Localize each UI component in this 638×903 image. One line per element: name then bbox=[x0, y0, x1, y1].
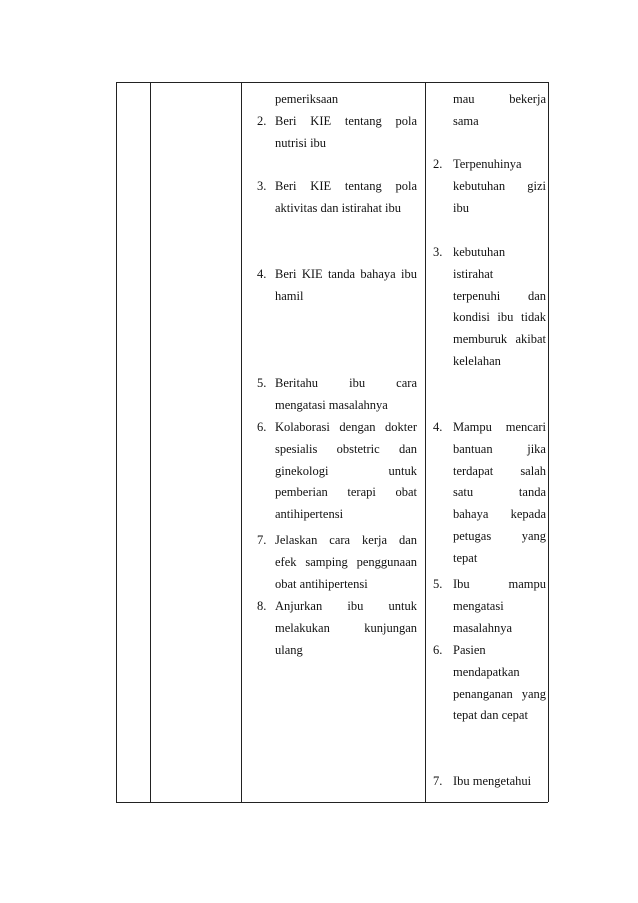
item-text-line: Terpenuhinya bbox=[453, 157, 522, 171]
item-number: 5. bbox=[433, 577, 443, 591]
list-item bbox=[257, 596, 417, 661]
item-number: 2. bbox=[257, 114, 267, 128]
item-text-line: efek samping penggunaan bbox=[275, 554, 417, 569]
item-text-line: Beri KIE tentang pola bbox=[275, 114, 417, 128]
item-number: 7. bbox=[433, 774, 443, 788]
item-text-line: tepat dan cepat bbox=[453, 708, 528, 723]
item-text-line: memburuk akibat bbox=[453, 332, 546, 347]
item-text-line: obat antihipertensi bbox=[275, 576, 368, 591]
table-col-border bbox=[425, 82, 426, 802]
item-text-line: kebutuhan bbox=[453, 245, 506, 259]
table-bottom-border bbox=[116, 802, 548, 803]
list-item bbox=[433, 242, 546, 373]
list-item bbox=[433, 154, 546, 219]
item-text-line: ginekologi untuk bbox=[275, 463, 417, 478]
list-item bbox=[433, 574, 546, 639]
item-text-line: pemberian terapi obat bbox=[275, 485, 417, 500]
item-text-line: mengatasi masalahnya bbox=[275, 397, 388, 412]
item-text-line: Beri KIE tentang pola bbox=[275, 179, 417, 193]
item-number: 8. bbox=[257, 599, 267, 613]
item-number: 6. bbox=[257, 420, 267, 434]
item-text-line: ulang bbox=[275, 642, 303, 657]
table-col-border bbox=[241, 82, 242, 802]
item-text-line: mau bekerja bbox=[453, 92, 546, 106]
item-text-line: Jelaskan cara kerja dan bbox=[275, 533, 417, 547]
list-item bbox=[433, 417, 546, 570]
item-text-line: terdapat salah bbox=[453, 463, 546, 478]
item-text-line: nutrisi ibu bbox=[275, 135, 327, 150]
item-number: 4. bbox=[433, 420, 443, 434]
item-text-line: Beritahu ibu cara bbox=[275, 376, 417, 390]
item-text-line: satu tanda bbox=[453, 485, 546, 500]
item-number: 5. bbox=[257, 376, 267, 390]
item-text-line: pemeriksaan bbox=[275, 92, 339, 106]
item-text-line: bantuan jika bbox=[453, 441, 546, 456]
list-item-continued bbox=[433, 89, 546, 133]
list-item bbox=[257, 111, 417, 155]
item-text-line: sama bbox=[453, 113, 479, 128]
item-text-line: hamil bbox=[275, 288, 304, 303]
item-number: 7. bbox=[257, 533, 267, 547]
list-item bbox=[257, 176, 417, 220]
item-text-line: Ibu mampu bbox=[453, 577, 546, 591]
item-text-line: kelelahan bbox=[453, 353, 501, 368]
item-text-line: kebutuhan gizi bbox=[453, 178, 546, 193]
table-col-border bbox=[150, 82, 151, 802]
item-text-line: bahaya kepada bbox=[453, 507, 546, 522]
item-text-line: mendapatkan bbox=[453, 664, 520, 679]
table-top-border bbox=[116, 82, 548, 83]
list-item bbox=[257, 530, 417, 595]
item-text-line: kondisi ibu tidak bbox=[453, 310, 546, 325]
list-item bbox=[257, 264, 417, 308]
list-item bbox=[257, 417, 417, 526]
item-text-line: Kolaborasi dengan dokter bbox=[275, 420, 417, 434]
item-text-line: petugas yang bbox=[453, 528, 546, 543]
item-text-line: penanganan yang bbox=[453, 686, 546, 701]
item-text-line: terpenuhi dan bbox=[453, 288, 546, 303]
item-text-line: aktivitas dan istirahat ibu bbox=[275, 200, 402, 215]
item-text-line: mengatasi bbox=[453, 598, 504, 613]
item-text-line: melakukan kunjungan bbox=[275, 620, 417, 635]
item-number: 3. bbox=[433, 245, 443, 259]
list-item bbox=[257, 373, 417, 417]
item-text-line: ibu bbox=[453, 200, 469, 215]
table-col-border bbox=[116, 82, 117, 802]
list-item bbox=[433, 771, 546, 793]
list-item bbox=[433, 640, 546, 727]
item-text-line: masalahnya bbox=[453, 620, 513, 635]
item-number: 4. bbox=[257, 267, 267, 281]
item-text-line: Mampu mencari bbox=[453, 420, 546, 434]
item-text-line: tepat bbox=[453, 550, 478, 565]
item-number: 3. bbox=[257, 179, 267, 193]
item-text-line: Pasien bbox=[453, 643, 486, 657]
list-item-continued bbox=[257, 89, 417, 111]
item-text-line: istirahat bbox=[453, 266, 494, 281]
item-number: 2. bbox=[433, 157, 443, 171]
item-text-line: antihipertensi bbox=[275, 507, 344, 522]
item-text-line: Beri KIE tanda bahaya ibu bbox=[275, 267, 417, 281]
item-number: 6. bbox=[433, 643, 443, 657]
table-col-border bbox=[548, 82, 549, 802]
item-text-line: Ibu mengetahui bbox=[453, 774, 532, 788]
item-text-line: Anjurkan ibu untuk bbox=[275, 599, 417, 613]
item-text-line: spesialis obstetric dan bbox=[275, 441, 417, 456]
